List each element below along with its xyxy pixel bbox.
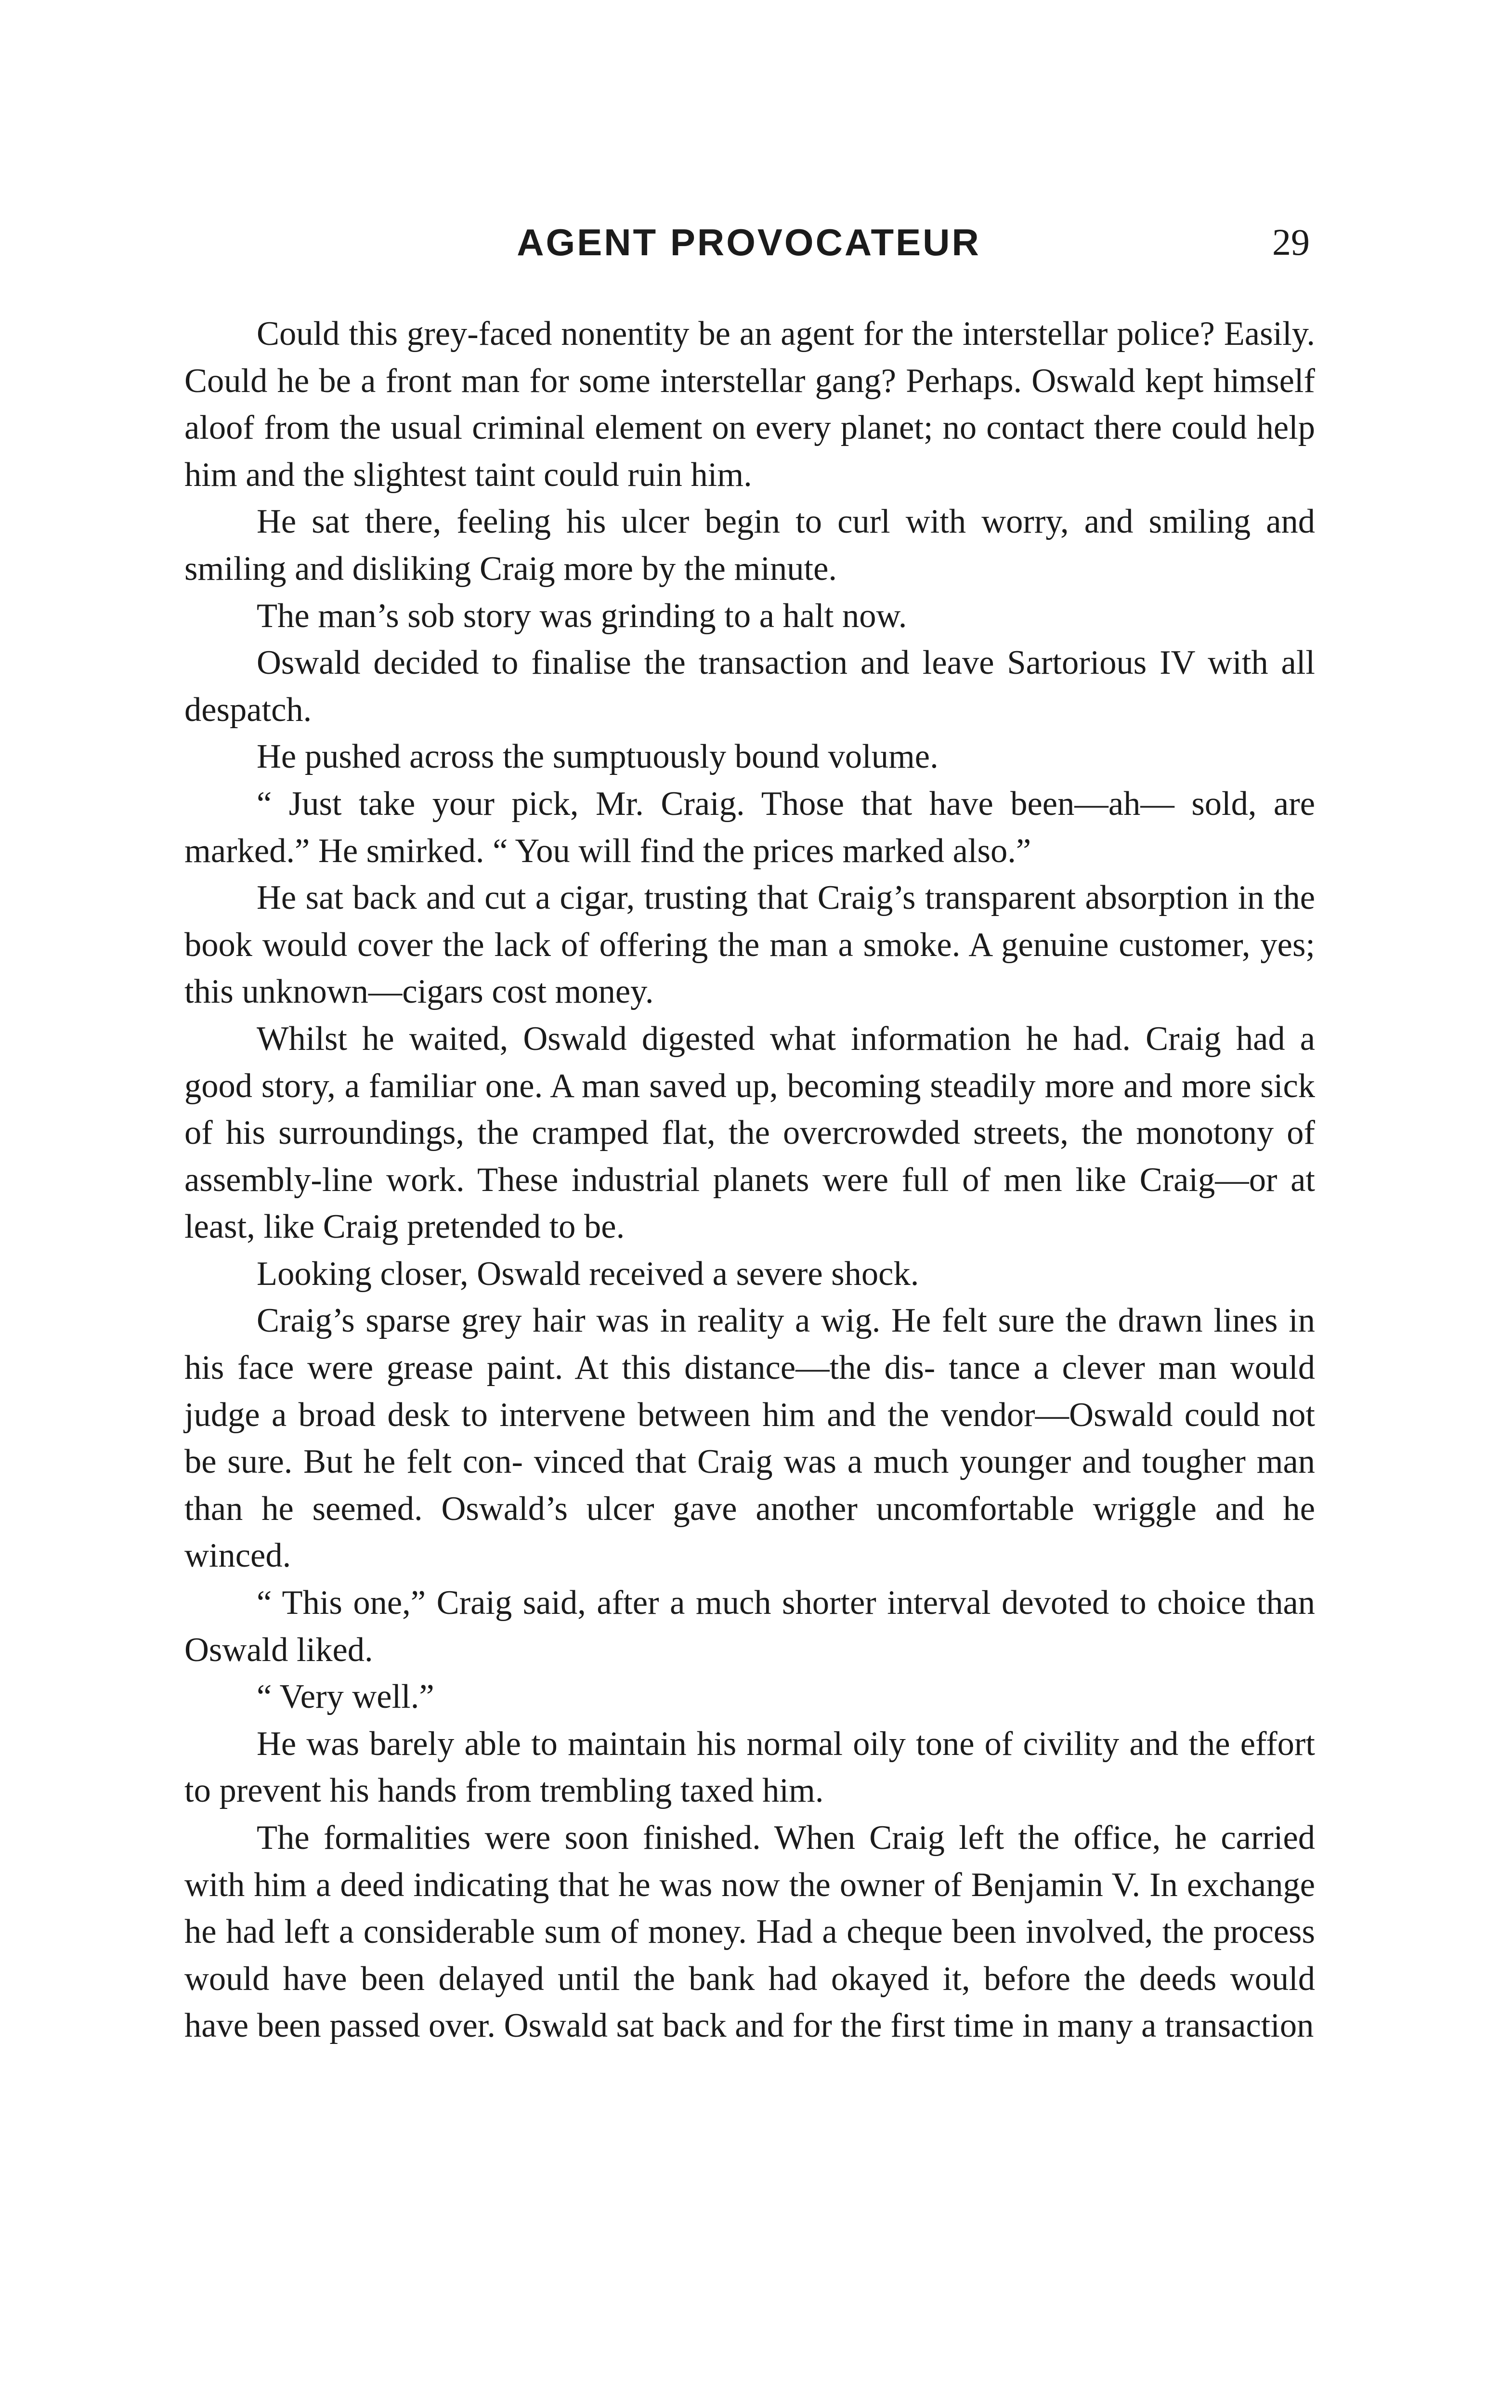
paragraph: Could this grey-faced nonentity be an agent for the interstellar police? Easily. Could he be a front man for some interstellar gang? Perhaps. Oswald kept himself aloof from the usual criminal element on every planet; no contact there could help him and the slightest taint could ruin him. bbox=[184, 315, 1315, 494]
paragraph: He sat there, feeling his ulcer begin to curl with worry, and smiling and smiling and disliking Craig more by the minute. bbox=[184, 503, 1315, 588]
paragraph: He was barely able to maintain his normal oily tone of civility and the effort to prevent his hands from trembling taxed him. bbox=[184, 1725, 1315, 1810]
running-title: AGENT PROVOCATEUR bbox=[517, 221, 981, 263]
paragraph: Whilst he waited, Oswald digested what information he had. Craig had a good story, a familiar one. A man saved up, becoming steadily more and more sick of his surroundings, the cramped flat, the overcrowded streets, the monotony of assembly-line work. These industrial planets were full of men like Craig—or at least, like Craig pretended to be. bbox=[184, 1020, 1315, 1246]
paragraph: “ This one,” Craig said, after a much shorter interval devoted to choice than Oswald liked. bbox=[184, 1584, 1315, 1669]
paragraph: He sat back and cut a cigar, trusting that Craig’s transparent absorption in the book would cover the lack of offering the man a smoke. A genuine customer, yes; this unknown—cigars cost money. bbox=[184, 879, 1315, 1011]
body-text bbox=[184, 311, 1315, 2050]
paragraph: Craig’s sparse grey hair was in reality a wig. He felt sure the drawn lines in his face were grease paint. At this distance—the dis- tance a clever man would judge a broad desk to intervene between him and the vendor—Oswald could not be sure. But he felt con- vinced that Craig was a much younger and tougher man than he seemed. Oswald’s ulcer gave another uncomfortable wriggle and he winced. bbox=[184, 1302, 1315, 1575]
paragraph: Looking closer, Oswald received a severe shock. bbox=[257, 1255, 919, 1293]
paragraph: “ Very well.” bbox=[257, 1678, 434, 1716]
paragraph: He pushed across the sumptuously bound volume. bbox=[257, 738, 938, 776]
page-number: 29 bbox=[1272, 221, 1310, 263]
paragraph: The formalities were soon finished. When Craig left the office, he carried with him a deed indicating that he was now the owner of Benjamin V. In exchange he had left a considerable sum of money. Had a cheque been involved, the process would have been delayed until the bank had okayed it, before the deeds would have been passed over. Oswald sat back and for the first time in many a transaction bbox=[184, 1819, 1315, 2045]
running-header bbox=[188, 216, 1310, 269]
paragraph: The man’s sob story was grinding to a halt now. bbox=[257, 597, 907, 635]
paragraph: Oswald decided to finalise the transaction and leave Sartorious IV with all despatch. bbox=[184, 644, 1315, 729]
paragraph: “ Just take your pick, Mr. Craig. Those that have been—ah— sold, are marked.” He smirked. “ You will find the prices marked also.” bbox=[184, 785, 1315, 870]
